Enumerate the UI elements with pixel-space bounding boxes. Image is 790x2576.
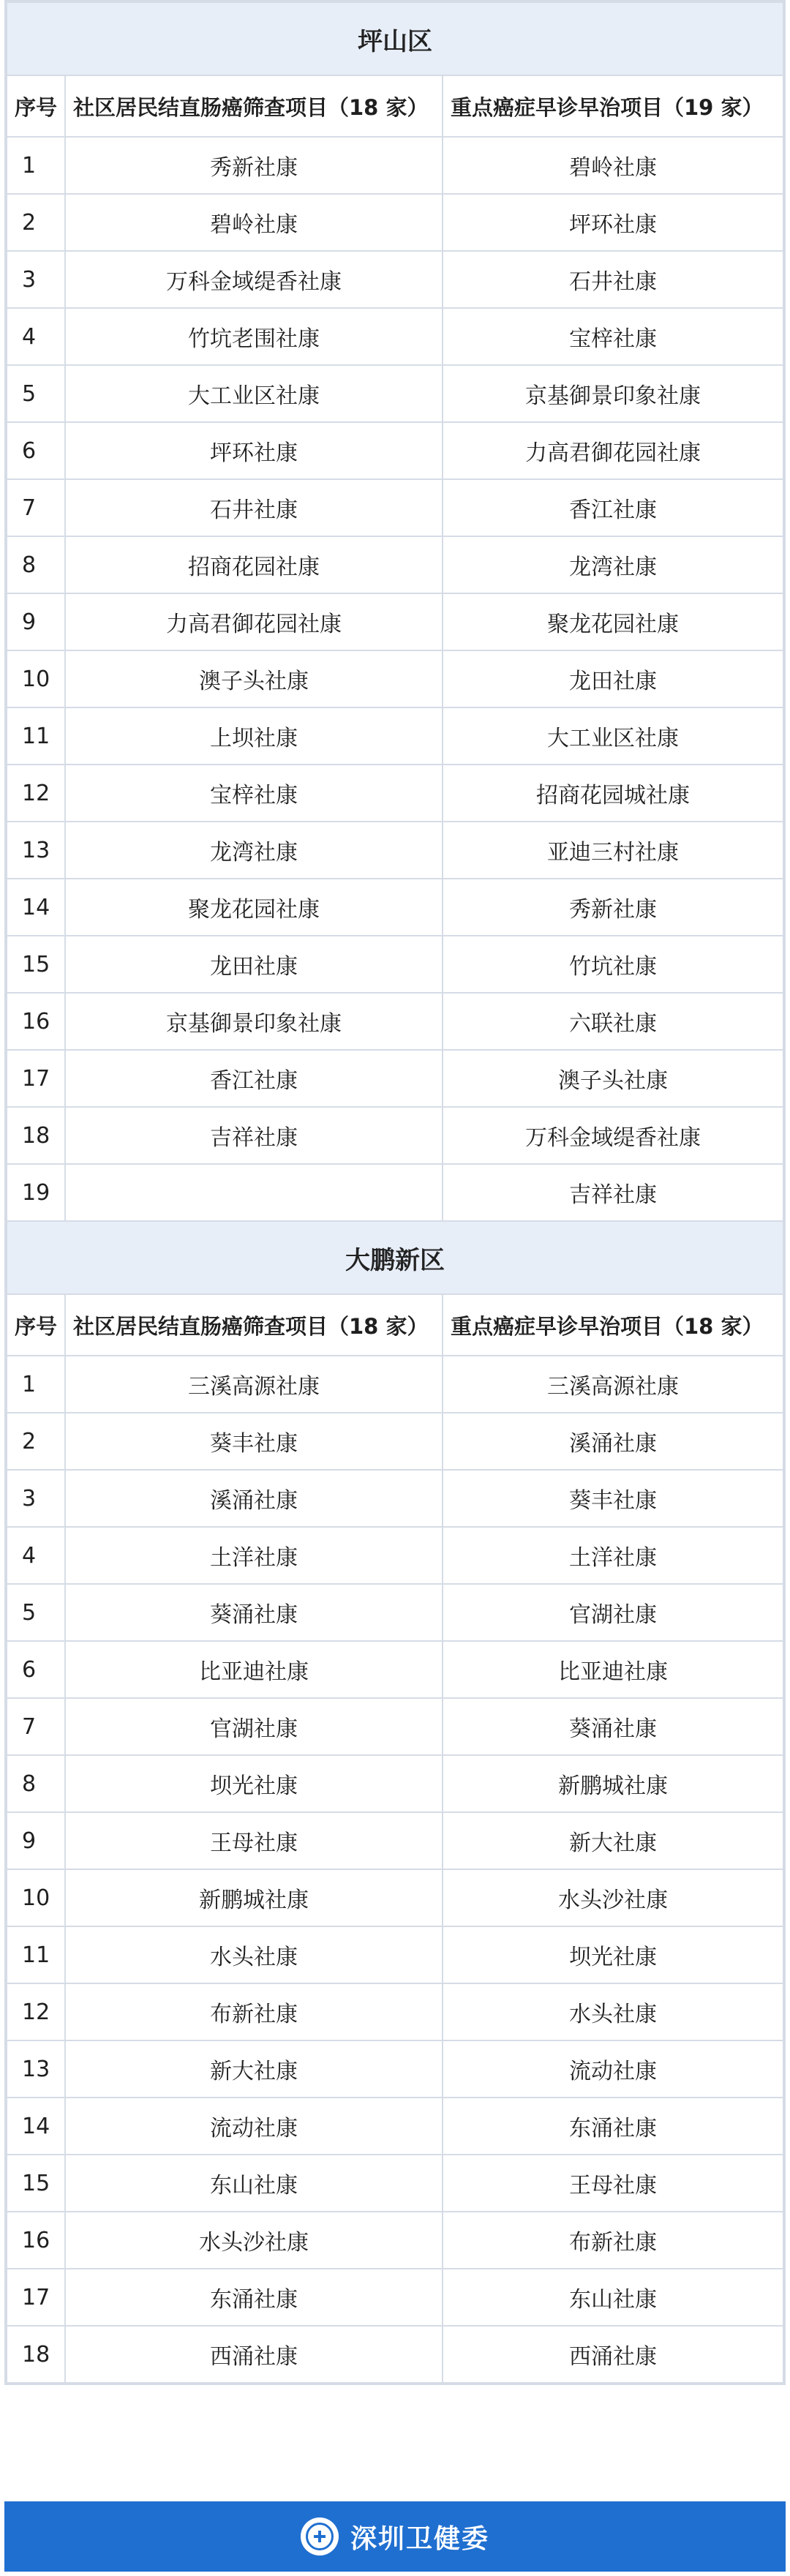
institution-table-card	[4, 0, 786, 2385]
early-diagnosis-institution-cell: 坝光社康	[443, 1926, 783, 1983]
table-row	[7, 2040, 783, 2098]
row-index: 1	[7, 137, 65, 194]
table-row	[7, 993, 783, 1050]
row-index: 8	[7, 536, 65, 593]
section-title: 大鹏新区	[7, 1221, 783, 1294]
screening-institution-cell: 水头社康	[65, 1926, 443, 1983]
table-row	[7, 1926, 783, 1983]
early-diagnosis-institution-cell: 水头社康	[443, 1983, 783, 2040]
screening-column-header: 社区居民结直肠癌筛查项目（18 家）	[65, 1294, 443, 1356]
early-diagnosis-institution-cell: 竹坑社康	[443, 936, 783, 993]
row-index: 16	[7, 993, 65, 1050]
row-index: 14	[7, 2098, 65, 2155]
table-row	[7, 593, 783, 650]
early-diagnosis-institution-cell: 大工业区社康	[443, 707, 783, 765]
screening-institution-cell: 宝梓社康	[65, 765, 443, 822]
row-index: 7	[7, 479, 65, 536]
table-row	[7, 1755, 783, 1812]
table-row	[7, 2269, 783, 2326]
row-index: 4	[7, 308, 65, 365]
early-diagnosis-institution-cell: 坪环社康	[443, 194, 783, 251]
early-diagnosis-institution-cell: 布新社康	[443, 2212, 783, 2269]
table-row	[7, 2155, 783, 2212]
row-index: 3	[7, 251, 65, 308]
screening-institution-cell: 葵涌社康	[65, 1584, 443, 1641]
early-diagnosis-institution-cell: 新大社康	[443, 1812, 783, 1869]
early-diagnosis-institution-cell: 六联社康	[443, 993, 783, 1050]
row-index: 13	[7, 822, 65, 879]
table-row	[7, 365, 783, 422]
screening-institution-cell: 碧岭社康	[65, 194, 443, 251]
row-index: 9	[7, 593, 65, 650]
screening-institution-cell: 水头沙社康	[65, 2212, 443, 2269]
table-row	[7, 936, 783, 993]
table-row	[7, 536, 783, 593]
table-row	[7, 1050, 783, 1107]
early-diagnosis-institution-cell: 聚龙花园社康	[443, 593, 783, 650]
row-index: 10	[7, 650, 65, 707]
table-row	[7, 1869, 783, 1926]
screening-institution-cell: 流动社康	[65, 2098, 443, 2155]
table-row	[7, 1413, 783, 1470]
early-diagnosis-institution-cell: 葵涌社康	[443, 1698, 783, 1755]
early-diagnosis-institution-cell: 香江社康	[443, 479, 783, 536]
row-index: 11	[7, 707, 65, 765]
early-diagnosis-institution-cell: 土洋社康	[443, 1527, 783, 1584]
table-row	[7, 251, 783, 308]
early-diagnosis-institution-cell: 比亚迪社康	[443, 1641, 783, 1698]
row-index: 13	[7, 2040, 65, 2098]
table-row	[7, 879, 783, 936]
table-row	[7, 1641, 783, 1698]
screening-institution-cell: 东涌社康	[65, 2269, 443, 2326]
row-index: 16	[7, 2212, 65, 2269]
screening-institution-cell: 西涌社康	[65, 2326, 443, 2383]
screening-institution-cell: 布新社康	[65, 1983, 443, 2040]
early-diagnosis-institution-cell: 石井社康	[443, 251, 783, 308]
table-header-row	[7, 75, 783, 137]
screening-institution-cell: 官湖社康	[65, 1698, 443, 1755]
early-diagnosis-institution-cell: 东涌社康	[443, 2098, 783, 2155]
early-diagnosis-institution-cell: 吉祥社康	[443, 1164, 783, 1221]
screening-institution-cell: 坪环社康	[65, 422, 443, 479]
row-index: 1	[7, 1356, 65, 1413]
table-row	[7, 308, 783, 365]
row-index: 3	[7, 1470, 65, 1527]
screening-institution-cell: 香江社康	[65, 1050, 443, 1107]
screening-institution-cell: 新鹏城社康	[65, 1869, 443, 1926]
row-index: 7	[7, 1698, 65, 1755]
table-row	[7, 1470, 783, 1527]
screening-institution-cell: 力高君御花园社康	[65, 593, 443, 650]
table-row	[7, 1812, 783, 1869]
health-commission-logo-icon	[301, 2517, 339, 2556]
early-diagnosis-institution-cell: 官湖社康	[443, 1584, 783, 1641]
early-diagnosis-institution-cell: 招商花园城社康	[443, 765, 783, 822]
early-diagnosis-column-header: 重点癌症早诊早治项目（19 家）	[443, 75, 783, 137]
table-header-row	[7, 1294, 783, 1356]
screening-institution-cell: 竹坑老围社康	[65, 308, 443, 365]
early-diagnosis-institution-cell: 王母社康	[443, 2155, 783, 2212]
footer-banner	[4, 2501, 786, 2572]
screening-institution-cell: 上坝社康	[65, 707, 443, 765]
row-index: 15	[7, 936, 65, 993]
row-index: 11	[7, 1926, 65, 1983]
row-index: 6	[7, 1641, 65, 1698]
early-diagnosis-institution-cell: 宝梓社康	[443, 308, 783, 365]
early-diagnosis-institution-cell: 澳子头社康	[443, 1050, 783, 1107]
early-diagnosis-institution-cell: 秀新社康	[443, 879, 783, 936]
screening-institution-cell: 万科金域缇香社康	[65, 251, 443, 308]
row-index: 17	[7, 1050, 65, 1107]
early-diagnosis-institution-cell: 力高君御花园社康	[443, 422, 783, 479]
early-diagnosis-institution-cell: 流动社康	[443, 2040, 783, 2098]
row-index: 19	[7, 1164, 65, 1221]
screening-institution-cell: 东山社康	[65, 2155, 443, 2212]
row-index: 18	[7, 2326, 65, 2383]
screening-institution-cell: 大工业区社康	[65, 365, 443, 422]
screening-institution-cell: 招商花园社康	[65, 536, 443, 593]
table-row	[7, 650, 783, 707]
table-row	[7, 2326, 783, 2383]
table-row	[7, 822, 783, 879]
row-index: 6	[7, 422, 65, 479]
screening-institution-cell: 聚龙花园社康	[65, 879, 443, 936]
screening-institution-cell: 比亚迪社康	[65, 1641, 443, 1698]
screening-institution-cell: 京基御景印象社康	[65, 993, 443, 1050]
row-index: 14	[7, 879, 65, 936]
table-row	[7, 194, 783, 251]
table-row	[7, 1698, 783, 1755]
table-row	[7, 707, 783, 765]
section-title: 坪山区	[7, 2, 783, 75]
row-index: 12	[7, 765, 65, 822]
early-diagnosis-institution-cell: 万科金域缇香社康	[443, 1107, 783, 1164]
early-diagnosis-institution-cell: 龙湾社康	[443, 536, 783, 593]
section-title-row	[7, 2, 783, 75]
row-index: 5	[7, 1584, 65, 1641]
screening-institution-cell: 石井社康	[65, 479, 443, 536]
early-diagnosis-institution-cell: 东山社康	[443, 2269, 783, 2326]
screening-column-header: 社区居民结直肠癌筛查项目（18 家）	[65, 75, 443, 137]
screening-institution-cell: 龙田社康	[65, 936, 443, 993]
table-row	[7, 479, 783, 536]
table-row	[7, 1107, 783, 1164]
table-row	[7, 2098, 783, 2155]
table-row	[7, 2212, 783, 2269]
footer-brand: 深圳卫健委	[350, 2523, 489, 2554]
row-index: 9	[7, 1812, 65, 1869]
row-index: 15	[7, 2155, 65, 2212]
table-row	[7, 1584, 783, 1641]
screening-institution-cell: 三溪高源社康	[65, 1356, 443, 1413]
early-diagnosis-institution-cell: 京基御景印象社康	[443, 365, 783, 422]
early-diagnosis-institution-cell: 水头沙社康	[443, 1869, 783, 1926]
screening-institution-cell: 坝光社康	[65, 1755, 443, 1812]
early-diagnosis-institution-cell: 碧岭社康	[443, 137, 783, 194]
index-column-header: 序号	[7, 1294, 65, 1356]
index-column-header: 序号	[7, 75, 65, 137]
section-title-row	[7, 1221, 783, 1294]
screening-institution-cell: 吉祥社康	[65, 1107, 443, 1164]
row-index: 18	[7, 1107, 65, 1164]
row-index: 2	[7, 194, 65, 251]
screening-institution-cell: 澳子头社康	[65, 650, 443, 707]
early-diagnosis-institution-cell: 西涌社康	[443, 2326, 783, 2383]
screening-institution-cell: 王母社康	[65, 1812, 443, 1869]
row-index: 5	[7, 365, 65, 422]
screening-institution-cell: 新大社康	[65, 2040, 443, 2098]
table-row	[7, 422, 783, 479]
early-diagnosis-column-header: 重点癌症早诊早治项目（18 家）	[443, 1294, 783, 1356]
row-index: 10	[7, 1869, 65, 1926]
early-diagnosis-institution-cell: 龙田社康	[443, 650, 783, 707]
early-diagnosis-institution-cell: 三溪高源社康	[443, 1356, 783, 1413]
early-diagnosis-institution-cell: 葵丰社康	[443, 1470, 783, 1527]
table-row	[7, 1527, 783, 1584]
institution-table	[6, 1, 784, 2384]
screening-institution-cell: 秀新社康	[65, 137, 443, 194]
table-row	[7, 765, 783, 822]
table-row	[7, 1983, 783, 2040]
screening-institution-cell: 溪涌社康	[65, 1470, 443, 1527]
screening-institution-cell: 龙湾社康	[65, 822, 443, 879]
row-index: 8	[7, 1755, 65, 1812]
screening-institution-cell	[65, 1164, 443, 1221]
row-index: 17	[7, 2269, 65, 2326]
table-row	[7, 1356, 783, 1413]
row-index: 4	[7, 1527, 65, 1584]
row-index: 12	[7, 1983, 65, 2040]
row-index: 2	[7, 1413, 65, 1470]
early-diagnosis-institution-cell: 新鹏城社康	[443, 1755, 783, 1812]
table-row	[7, 137, 783, 194]
screening-institution-cell: 土洋社康	[65, 1527, 443, 1584]
screening-institution-cell: 葵丰社康	[65, 1413, 443, 1470]
early-diagnosis-institution-cell: 溪涌社康	[443, 1413, 783, 1470]
table-row	[7, 1164, 783, 1221]
early-diagnosis-institution-cell: 亚迪三村社康	[443, 822, 783, 879]
